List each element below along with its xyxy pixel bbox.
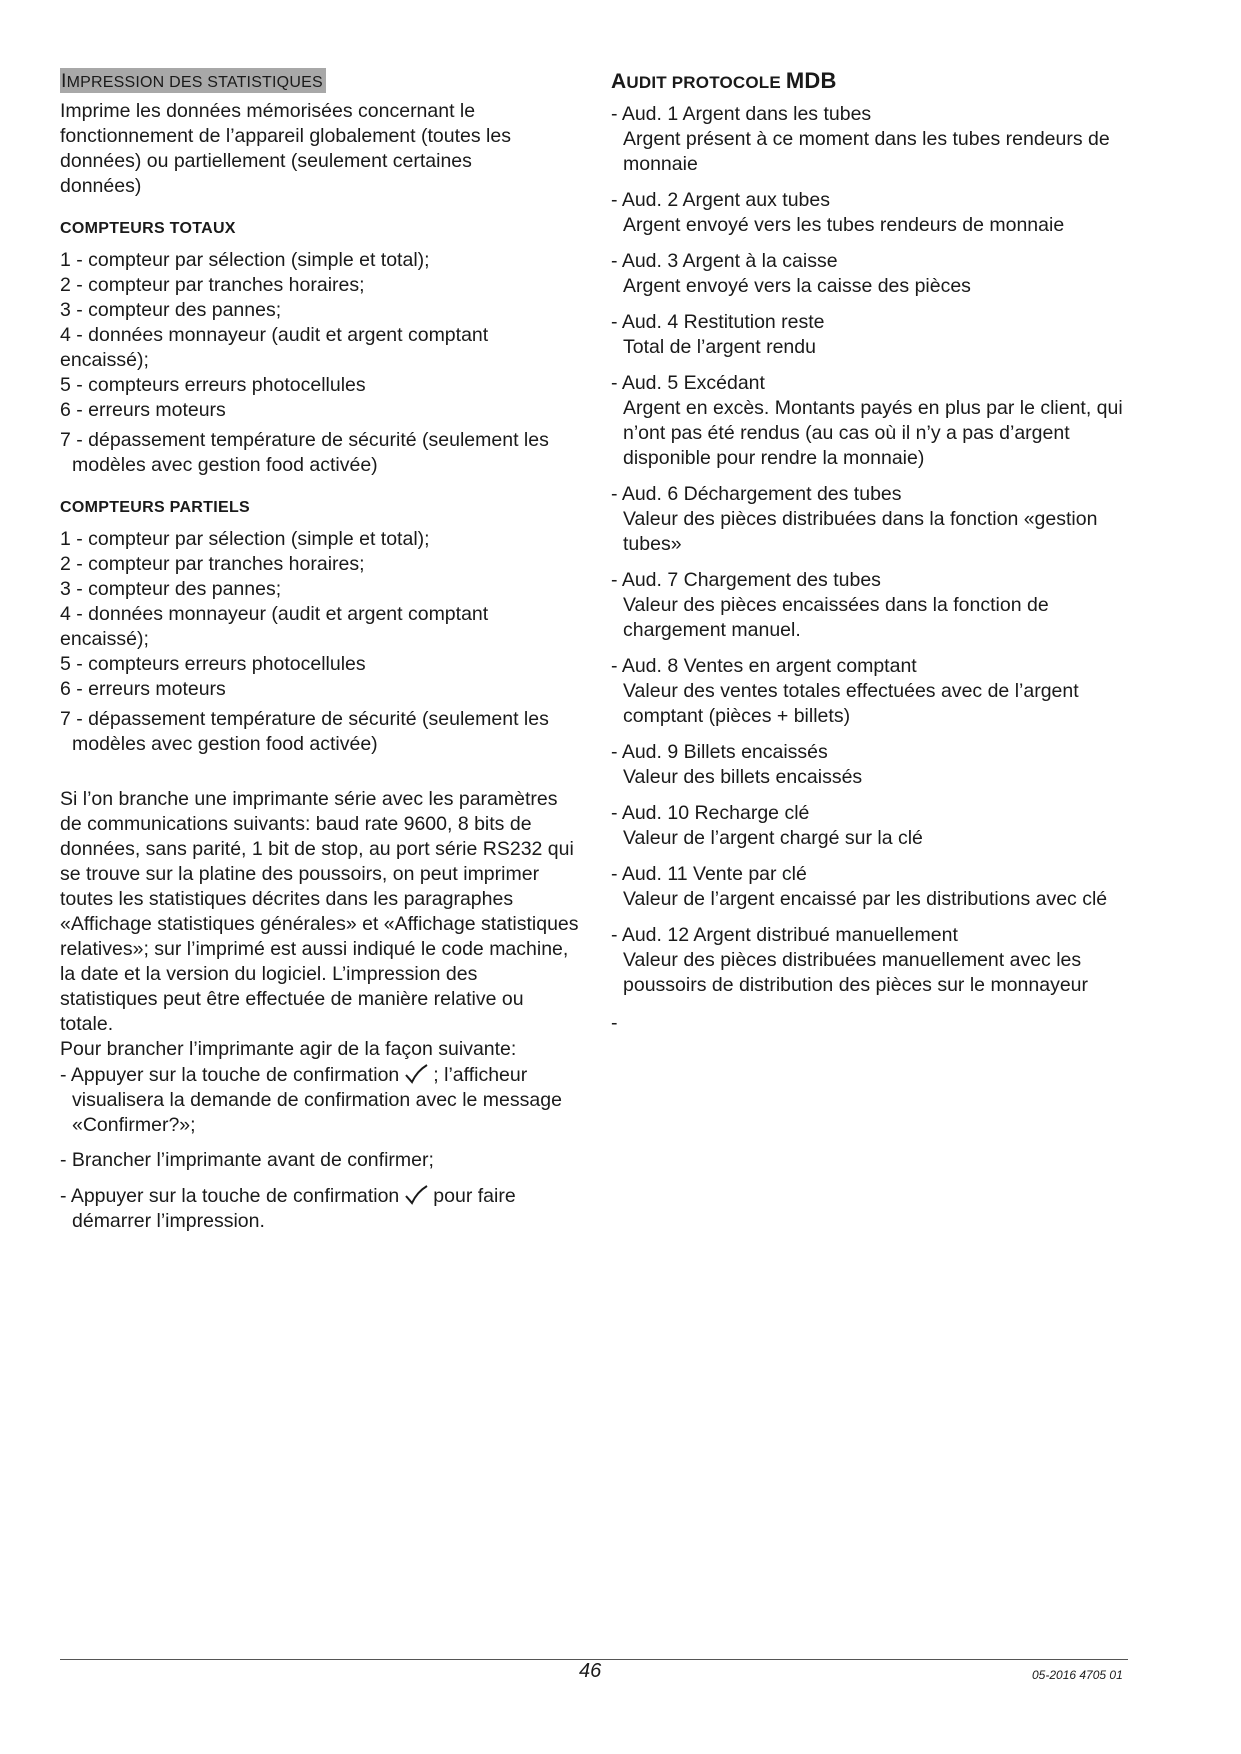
list-item: 5 - compteurs erreurs photocellules (60, 653, 366, 675)
audit-item: - Aud. 5 Excédant Argent en excès. Montants payés en plus par le client, qui n’ont pas été rendus (au cas où il n’y a pas d’argent disponible pour rendre la monnaie) (611, 372, 1123, 469)
procedure-step: - Brancher l’imprimante avant de confirmer; (60, 1149, 434, 1171)
subtitle-compteurs-totaux: COMPTEURS TOTAUX (60, 220, 236, 237)
procedure-intro: Pour brancher l’imprimante agir de la façon suivante: (60, 1038, 517, 1060)
document-code: 05-2016 4705 01 (1032, 1668, 1123, 1682)
trailing-dash: - (611, 1012, 618, 1034)
audit-item: - Aud. 10 Recharge clé Valeur de l’argent chargé sur la clé (611, 802, 923, 849)
section-title-audit: AUDIT PROTOCOLE MDB (611, 68, 837, 93)
list-item: 1 - compteur par sélection (simple et total); (60, 528, 430, 550)
page-number: 46 (579, 1660, 602, 1682)
list-item: 1 - compteur par sélection (simple et total); (60, 249, 430, 271)
procedure-steps (60, 1062, 585, 1234)
intro-paragraph: Imprime les données mémorisées concernant le fonctionnement de l’appareil globalement (toutes les données) ou partiellement (seulement certaines données) (60, 100, 511, 197)
printer-paragraph: Si l’on branche une imprimante série avec les paramètres de communications suivants: baud rate 9600, 8 bits de données, sans parité, 1 bit de stop, au port série RS232 qui se trouve sur la platine des poussoirs, on peut imprimer toutes les statistiques décrites dans les paragraphes «Affichage statistiques générales» et «Affichage statistiques relatives»; sur l’imprimé est aussi indiqué le code machine, la date et la version du logiciel. L’impression des statistiques peut être effectuée de manière relative ou totale. (60, 788, 579, 1035)
audit-list (611, 102, 1151, 998)
list-item: 2 - compteur par tranches horaires; (60, 553, 365, 575)
audit-item: - Aud. 2 Argent aux tubes Argent envoyé vers les tubes rendeurs de monnaie (611, 189, 1065, 236)
audit-item: - Aud. 12 Argent distribué manuellement Valeur des pièces distribuées manuellement avec les poussoirs de distribution des pièces sur le monnayeur (611, 924, 1089, 996)
section-title-impression: IMPRESSION DES STATISTIQUES (60, 68, 326, 93)
compteurs-totaux-list (60, 248, 585, 478)
list-item: 2 - compteur par tranches horaires; (60, 274, 365, 296)
procedure-step: - Appuyer sur la touche de confirmation pour faire démarrer l’impression. (60, 1185, 516, 1232)
list-item: 6 - erreurs moteurs (60, 399, 226, 421)
audit-item: - Aud. 11 Vente par clé Valeur de l’argent encaissé par les distributions avec clé (611, 863, 1108, 910)
audit-item: - Aud. 6 Déchargement des tubes Valeur des pièces distribuées dans la fonction «gestion tubes» (611, 483, 1098, 555)
list-item: 7 - dépassement température de sécurité (seulement les modèles avec gestion food activée) (60, 429, 549, 476)
list-item: 6 - erreurs moteurs (60, 678, 226, 700)
procedure-step: - Appuyer sur la touche de confirmation ; l’afficheur visualisera la demande de confirmation avec le message «Confirmer?»; (60, 1064, 562, 1136)
audit-item: - Aud. 7 Chargement des tubes Valeur des pièces encaissées dans la fonction de chargement manuel. (611, 569, 1049, 641)
list-item: 5 - compteurs erreurs photocellules (60, 374, 366, 396)
audit-item: - Aud. 1 Argent dans les tubes Argent présent à ce moment dans les tubes rendeurs de monnaie (611, 103, 1110, 175)
list-item: 4 - données monnayeur (audit et argent comptant encaissé); (60, 603, 489, 650)
left-column (60, 68, 585, 1244)
list-item: 7 - dépassement température de sécurité (seulement les modèles avec gestion food activée) (60, 708, 549, 755)
right-column (611, 68, 1151, 1035)
subtitle-compteurs-partiels: COMPTEURS PARTIELS (60, 499, 251, 516)
checkmark-icon (403, 1062, 429, 1086)
list-item: 4 - données monnayeur (audit et argent comptant encaissé); (60, 324, 489, 371)
audit-item: - Aud. 9 Billets encaissés Valeur des billets encaissés (611, 741, 863, 788)
list-item: 3 - compteur des pannes; (60, 299, 282, 321)
audit-item: - Aud. 8 Ventes en argent comptant Valeur des ventes totales effectuées avec de l’argent comptant (pièces + billets) (611, 655, 1079, 727)
audit-item: - Aud. 3 Argent à la caisse Argent envoyé vers la caisse des pièces (611, 250, 971, 297)
audit-item: - Aud. 4 Restitution reste Total de l’argent rendu (611, 311, 825, 358)
checkmark-icon (403, 1183, 429, 1207)
compteurs-partiels-list (60, 527, 585, 757)
list-item: 3 - compteur des pannes; (60, 578, 282, 600)
